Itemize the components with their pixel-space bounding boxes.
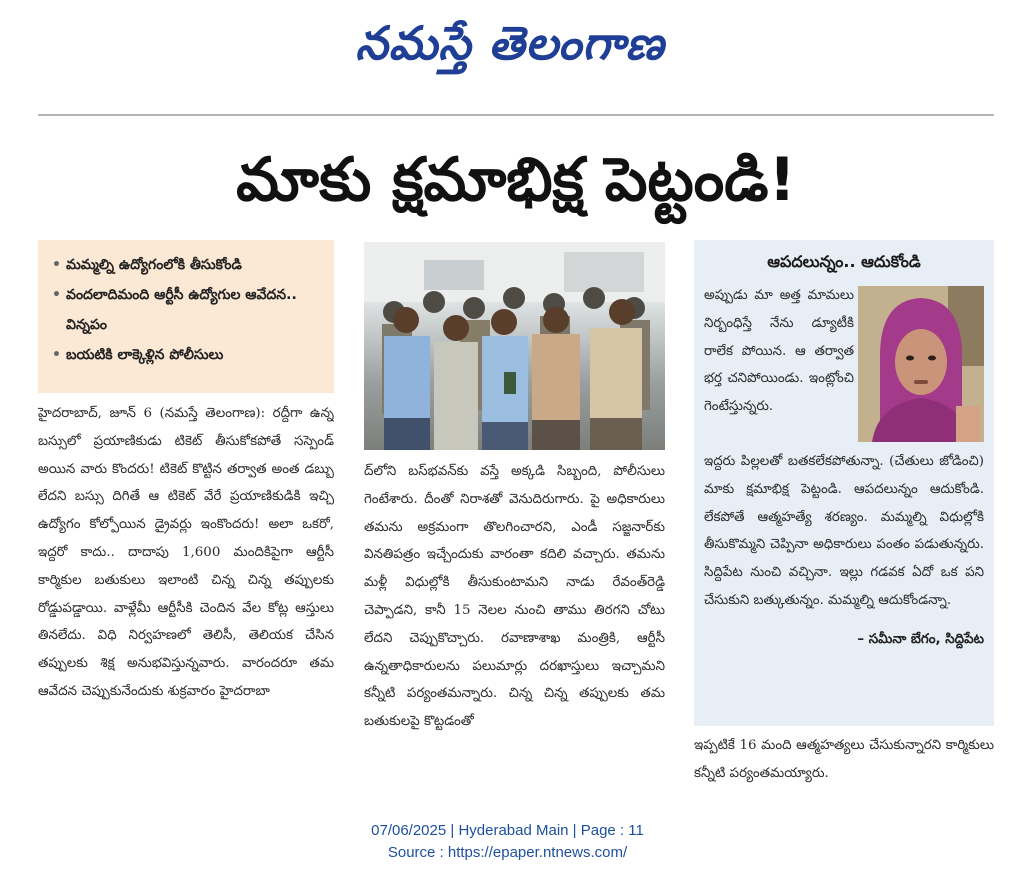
highlight-item [52,250,326,280]
article-column-3: ఇప్పటికే 16 మంది ఆత్మహత్యలు చేసుకున్నారని కార్మికులు కన్నీటి పర్యంతమయ్యారు. [694,738,994,781]
group-photo [364,242,665,450]
highlight-item [52,340,326,370]
page-footer [0,820,1015,864]
sidebar-box [694,240,994,726]
sidebar-credit: – సమీనా బేగం, సిద్దిపేట [857,631,984,647]
article-column-2: ద్‌లోని బస్‌భవన్‌కు వస్తే అక్కడి సిబ్బంది, పోలీసులు గెంటేశారు. దీంతో నిరాశతో వెనుదిరుగారు. పై అధికారులు తమను అక్రమంగా తొలగించారని, ఎండీ సజ్జనార్‌కు వినతిపత్రం ఇచ్చేందుకు వారంతా కదిలి వచ్చారు. తమను మళ్లీ విధుల్లోకి తీసుకుంటామని నాడు రేవంత్‌రెడ్డి చెప్పాడని, కానీ 15 నెలల నుంచి తాము తిరగని చోటు లేదని చెప్పుకొచ్చారు. రవాణాశాఖ మంత్రికి, ఆర్టీసీ ఉన్నతాధికారులను పలుమార్లు దరఖాస్తులు ఇచ్చామని కన్నీటి పర్యంతమన్నారు. చిన్న చిన్న తప్పులకు తమ బతుకులపై కొట్టడంతో [364,464,665,730]
highlight-item [52,280,326,340]
masthead-logo: నమస్తే తెలంగాణ [355,16,665,70]
highlight-text: బయటికి లాక్కెళ్లిన పోలీసులు [66,347,224,363]
woman-portrait-illustration [858,286,984,442]
highlights-box [38,240,334,393]
headline: మాకు క్షమాభిక్ష పెట్టండి! [236,145,796,215]
group-photo-illustration [364,242,665,450]
sidebar-paragraph-2: ఇద్దరు పిల్లలతో బతకలేకపోతున్నా. (చేతులు జోడించి) మాకు క్షమాభిక్ష పెట్టండి. ఆపదలున్నం ఆదుకోండి. లేకపోతే ఆత్మహత్యే శరణ్యం. మమ్మల్ని విధుల్లోకి తీసుకొమ్మని చెప్పినా అధికారులు పంతం పడుతున్నరు. సిద్దిపేట నుంచి వచ్చినా. ఇల్లు గడవక ఏదో ఒక పని చేసుకుని బత్కుతున్నం. మమ్మల్ని ఆదుకోండన్నా. [704,454,984,608]
sidebar-paragraph-1: అప్పుడు మా అత్త మామలు నిర్బంధిస్తే నేను డ్యూటీకి రాలేక పోయిన. ఆ తర్వాత భర్త చనిపోయిండు. ఇంట్లోంచి గెంటేస్తున్నరు. [704,288,854,415]
bullet-icon: • [52,347,61,363]
article-column-1: హైదరాబాద్, జూన్ 6 (నమస్తే తెలంగాణ): రద్దీగా ఉన్న బస్సులో ప్రయాణికుడు టికెట్ తీసుకోకపోతే సస్పెండ్ అయిన వారు కొందరు! టికెట్ కొట్టిన తర్వాత అంత డబ్బు లేదని బస్సు దిగితే ఆ టికెట్ వేరే ప్రయాణికుడికి ఇచ్చి ఉద్యోగం కోల్పోయిన డ్రైవర్లు ఇంకొందరు! అలా ఒకరో, ఇద్దరో కాదు.. దాదాపు 1,600 మందికిపైగా ఆర్టీసీ కార్మికుల బతుకులు ఇలాంటి చిన్న చిన్న తప్పులకు రోడ్డుపడ్డాయి. వాళ్లేమీ ఆర్టీసీకి చెందిన వేల కోట్ల ఆస్తులు తినలేదు. విధి నిర్వహణలో తెలిసీ, తెలియక చేసిన తప్పులకు శిక్ష అనుభవిస్తున్నవారు. వారందరూ తమ ఆవేదన చెప్పుకునేందుకు శుక్రవారం హైదరాబా [38,406,334,699]
footer-source-line: Source : https://epaper.ntnews.com/ [387,844,628,861]
footer-date-line: 07/06/2025 | Hyderabad Main | Page : 11 [371,822,644,839]
highlight-text: మమ్మల్ని ఉద్యోగంలోకి తీసుకోండి [66,257,242,273]
bullet-icon: • [52,257,61,273]
sidebar-body [704,282,984,655]
header-divider [38,114,994,116]
highlight-text: వందలాదిమంది ఆర్టీసీ ఉద్యోగుల ఆవేదన.. విన్నపం [66,287,297,333]
bullet-icon: • [52,287,61,303]
woman-portrait [858,286,984,442]
sidebar-title: ఆపదలున్నం.. ఆదుకోండి [767,252,921,271]
